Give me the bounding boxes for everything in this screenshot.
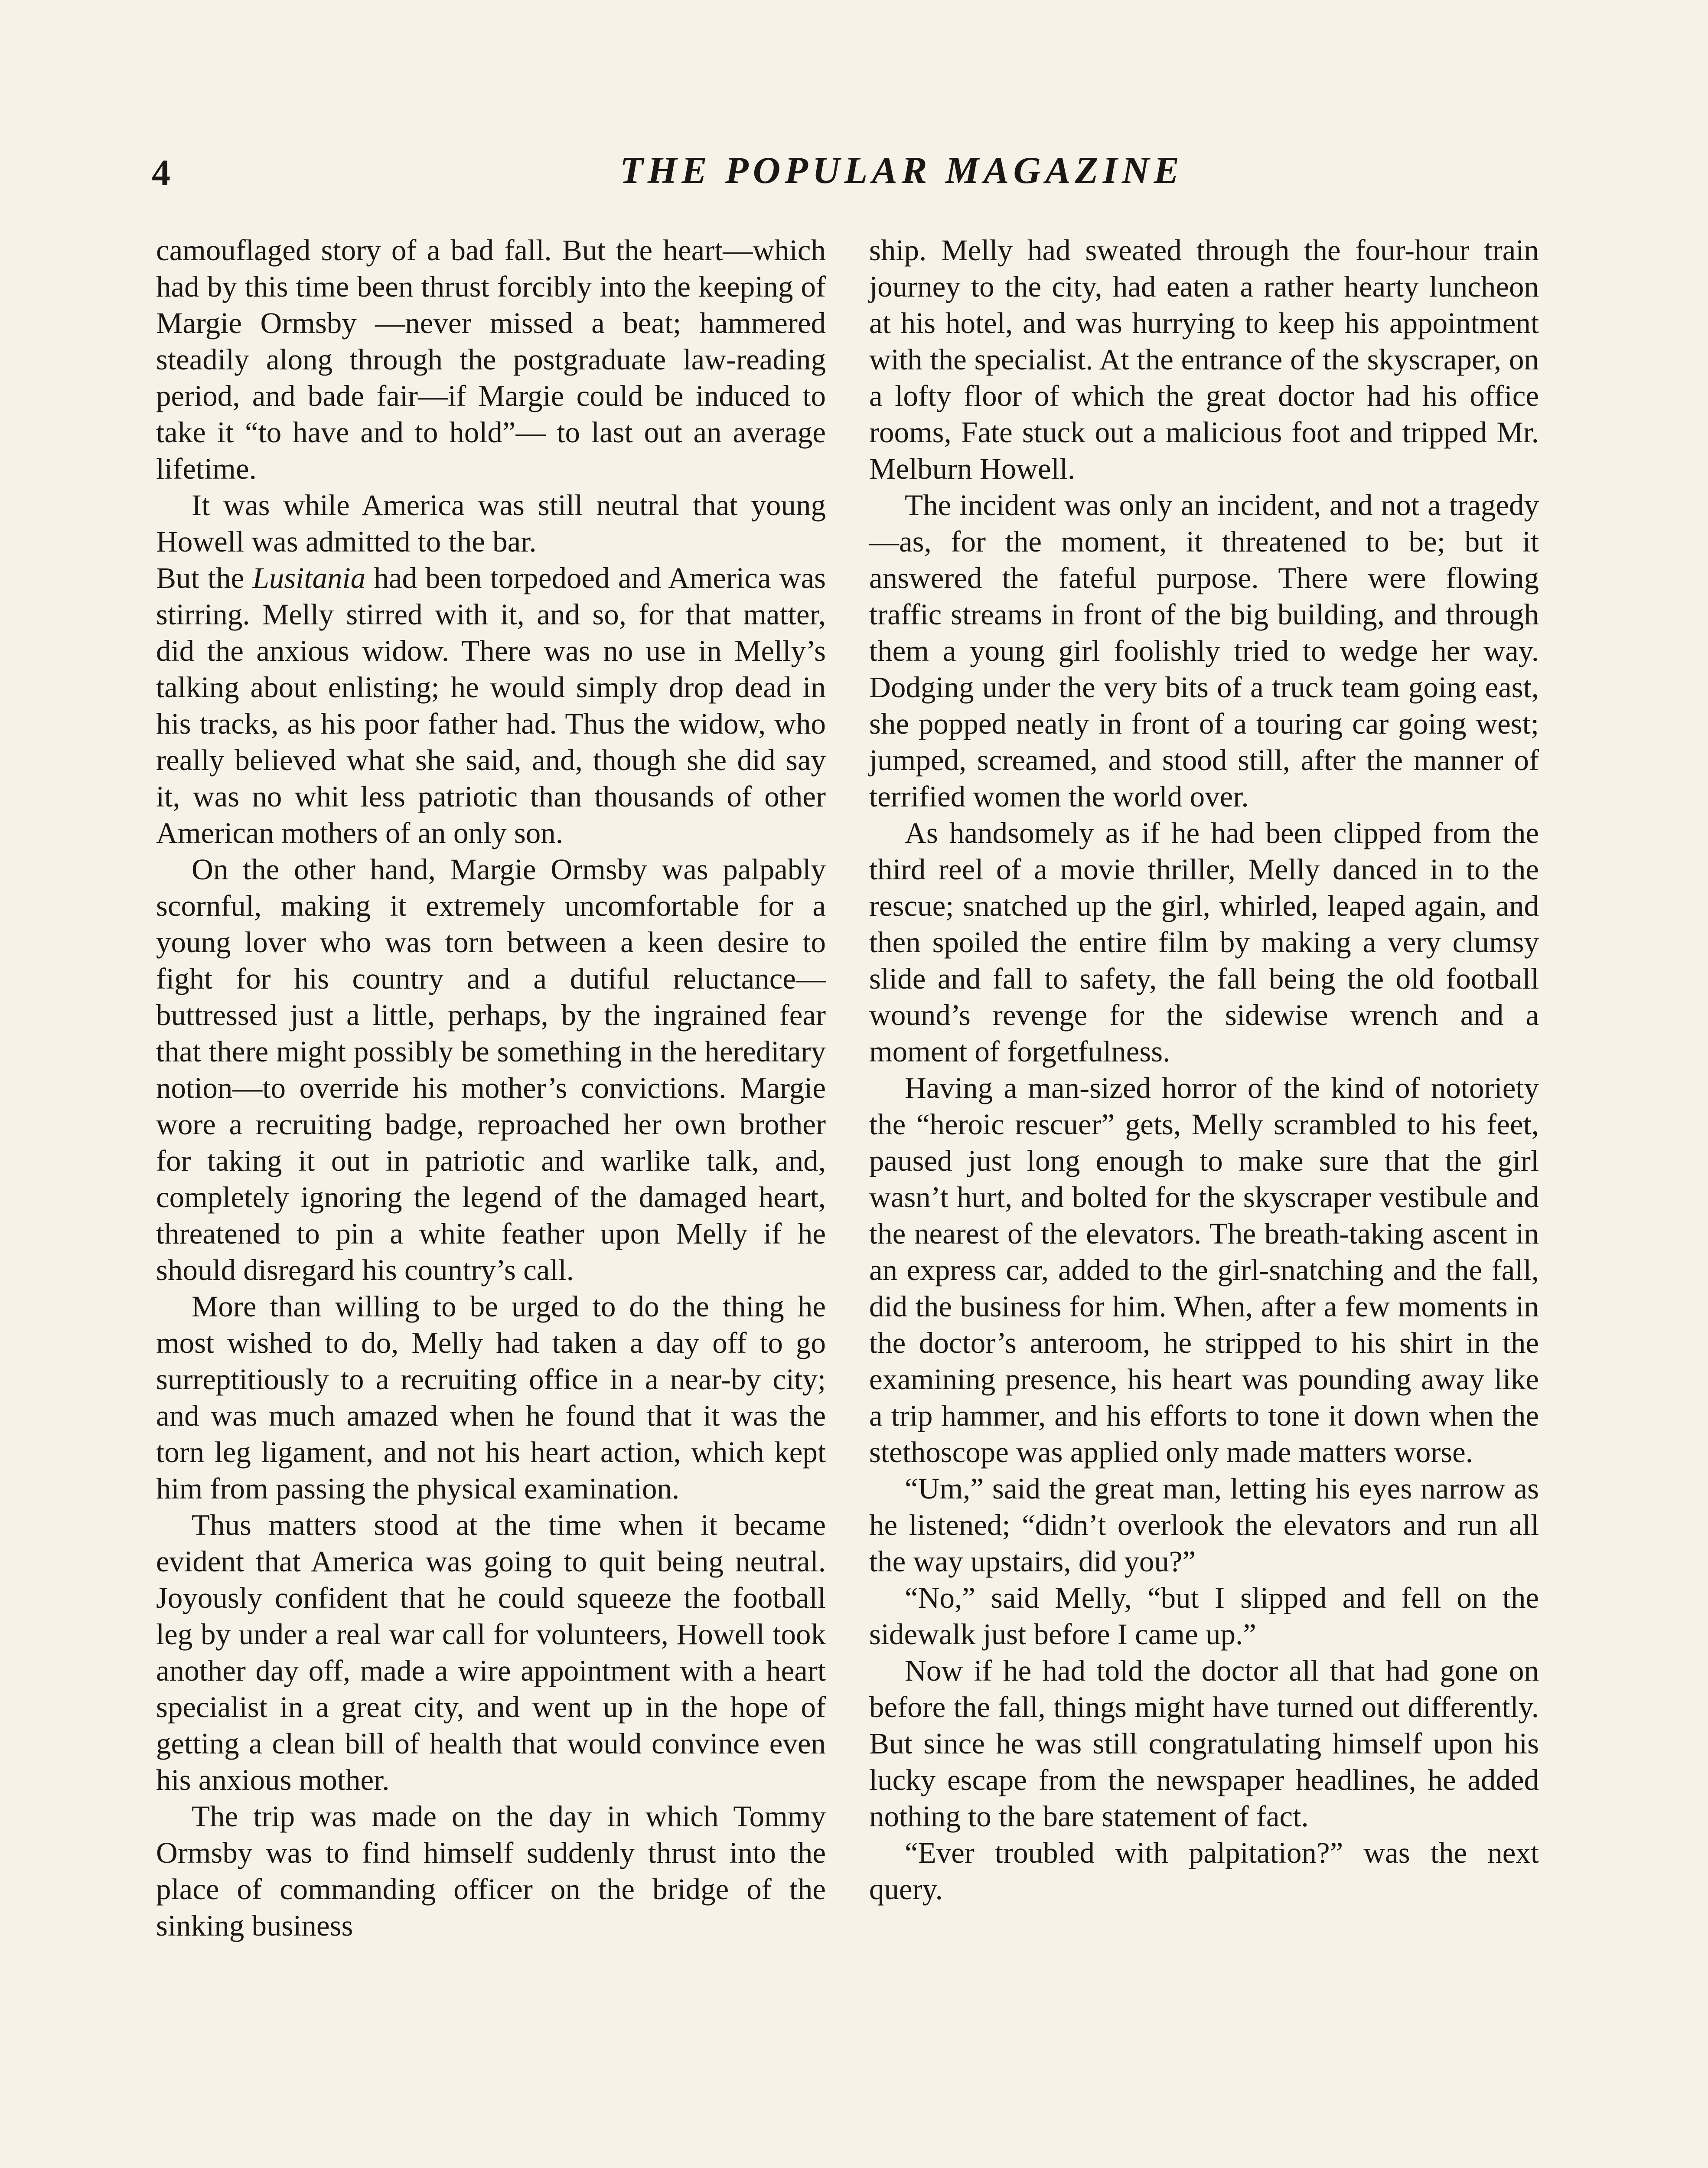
paragraph: ship. Melly had sweated through the four-hour train journey to the city, had eaten a rather hearty luncheon at his hotel, and was hurrying to keep his appointment with the specialist. At the entrance of the skyscraper, on a lofty floor of which the great doctor had his office rooms, Fate stuck out a malicious foot and tripped Mr. Melburn Howell. <box>869 234 1539 485</box>
paragraph: “Um,” said the great man, letting his eyes narrow as he listened; “didn’t overlook the elevators and run all the way upstairs, did you?” <box>869 1472 1539 1578</box>
paragraph: “No,” said Melly, “but I slipped and fell on the sidewalk just before I came up.” <box>869 1581 1539 1651</box>
paragraph: It was while America was still neutral that young Howell was admitted to the bar. <box>156 489 826 558</box>
paragraph: Now if he had told the doctor all that had gone on before the fall, things might have turned out differently. But since he was still congratulating himself upon his lucky escape from the newspaper headlines, he added nothing to the bare statement of fact. <box>869 1654 1539 1833</box>
paragraph: More than willing to be urged to do the thing he most wished to do, Melly had taken a day off to go surreptitiously to a recruiting office in a near-by city; and was much amazed when he found that it was the torn leg ligament, and not his heart action, which kept him from passing the physical examination. <box>156 1290 826 1505</box>
ship-name: Lusitania <box>252 562 366 594</box>
paragraph: Having a man-sized horror of the kind of notoriety the “heroic rescuer” gets, Melly scrambled to his feet, paused just long enough to make sure that the girl wasn’t hurt, and bolted for the skyscraper vestibule and the nearest of the elevators. The breath-taking ascent in an express car, added to the girl-snatching and the fall, did the business for him. When, after a few moments in the doctor’s anteroom, he stripped to his shirt in the examining presence, his heart was pounding away like a trip hammer, and his efforts to tone it down when the stethoscope was applied only made matters worse. <box>869 1071 1539 1469</box>
paragraph: The trip was made on the day in which Tommy Ormsby was to find himself suddenly thrust into the place of commanding officer on the bridge of the sinking business <box>156 1800 826 1942</box>
paragraph: Thus matters stood at the time when it became evident that America was going to quit being neutral. Joyously confident that he could squeeze the football leg by under a real war call for volunteers, Howell took another day off, made a wire appointment with a heart specialist in a great city, and went up in the hope of getting a clean bill of health that would convince even his anxious mother. <box>156 1508 826 1796</box>
paragraph-text: had been torpedoed and America was stirring. Melly stirred with it, and so, for that matter, did the anxious widow. There was no use in Melly’s talking about enlisting; he would simply drop dead in his tracks, as his poor father had. Thus the widow, who really believed what she said, and, though she did say it, was no whit less patriotic than thousands of other American mothers of an only son. <box>156 562 826 849</box>
page-number: 4 <box>152 152 170 193</box>
paragraph <box>156 560 826 851</box>
paragraph: “Ever troubled with palpitation?” was the next query. <box>869 1836 1539 1906</box>
running-title: THE POPULAR MAGAZINE <box>619 150 1184 192</box>
paragraph: As handsomely as if he had been clipped from the third reel of a movie thriller, Melly danced in to the rescue; snatched up the girl, whirled, leaped again, and then spoiled the entire film by making a very clumsy slide and fall to safety, the fall being the old football wound’s revenge for the sidewise wrench and a moment of forgetfulness. <box>869 816 1539 1068</box>
paragraph: On the other hand, Margie Ormsby was palpably scornful, making it extremely uncomfortable for a young lover who was torn between a keen desire to fight for his country and a dutiful reluctance—buttressed just a little, perhaps, by the ingrained fear that there might possibly be something in the hereditary notion—to override his mother’s convictions. Margie wore a recruiting badge, reproached her own brother for taking it out in patriotic and warlike talk, and, completely ignoring the legend of the damaged heart, threatened to pin a white feather upon Melly if he should disregard his country’s call. <box>156 853 826 1286</box>
paragraph: camouflaged story of a bad fall. But the heart—which had by this time been thrust forcibly into the keeping of Margie Ormsby —never missed a beat; hammered steadily along through the postgraduate law-reading period, and bade fair—if Margie could be induced to take it “to have and to hold”— to last out an average lifetime. <box>156 234 826 485</box>
paragraph: The incident was only an incident, and not a tragedy—as, for the moment, it threatened to be; but it answered the fateful purpose. There were flowing traffic streams in front of the big building, and through them a young girl foolishly tried to wedge her way. Dodging under the very bits of a truck team going east, she popped neatly in front of a touring car going west; jumped, screamed, and stood still, after the manner of terrified women the world over. <box>869 489 1539 813</box>
paragraph-text: But the <box>156 562 253 594</box>
left-column <box>156 232 826 1944</box>
right-column <box>869 232 1539 1907</box>
